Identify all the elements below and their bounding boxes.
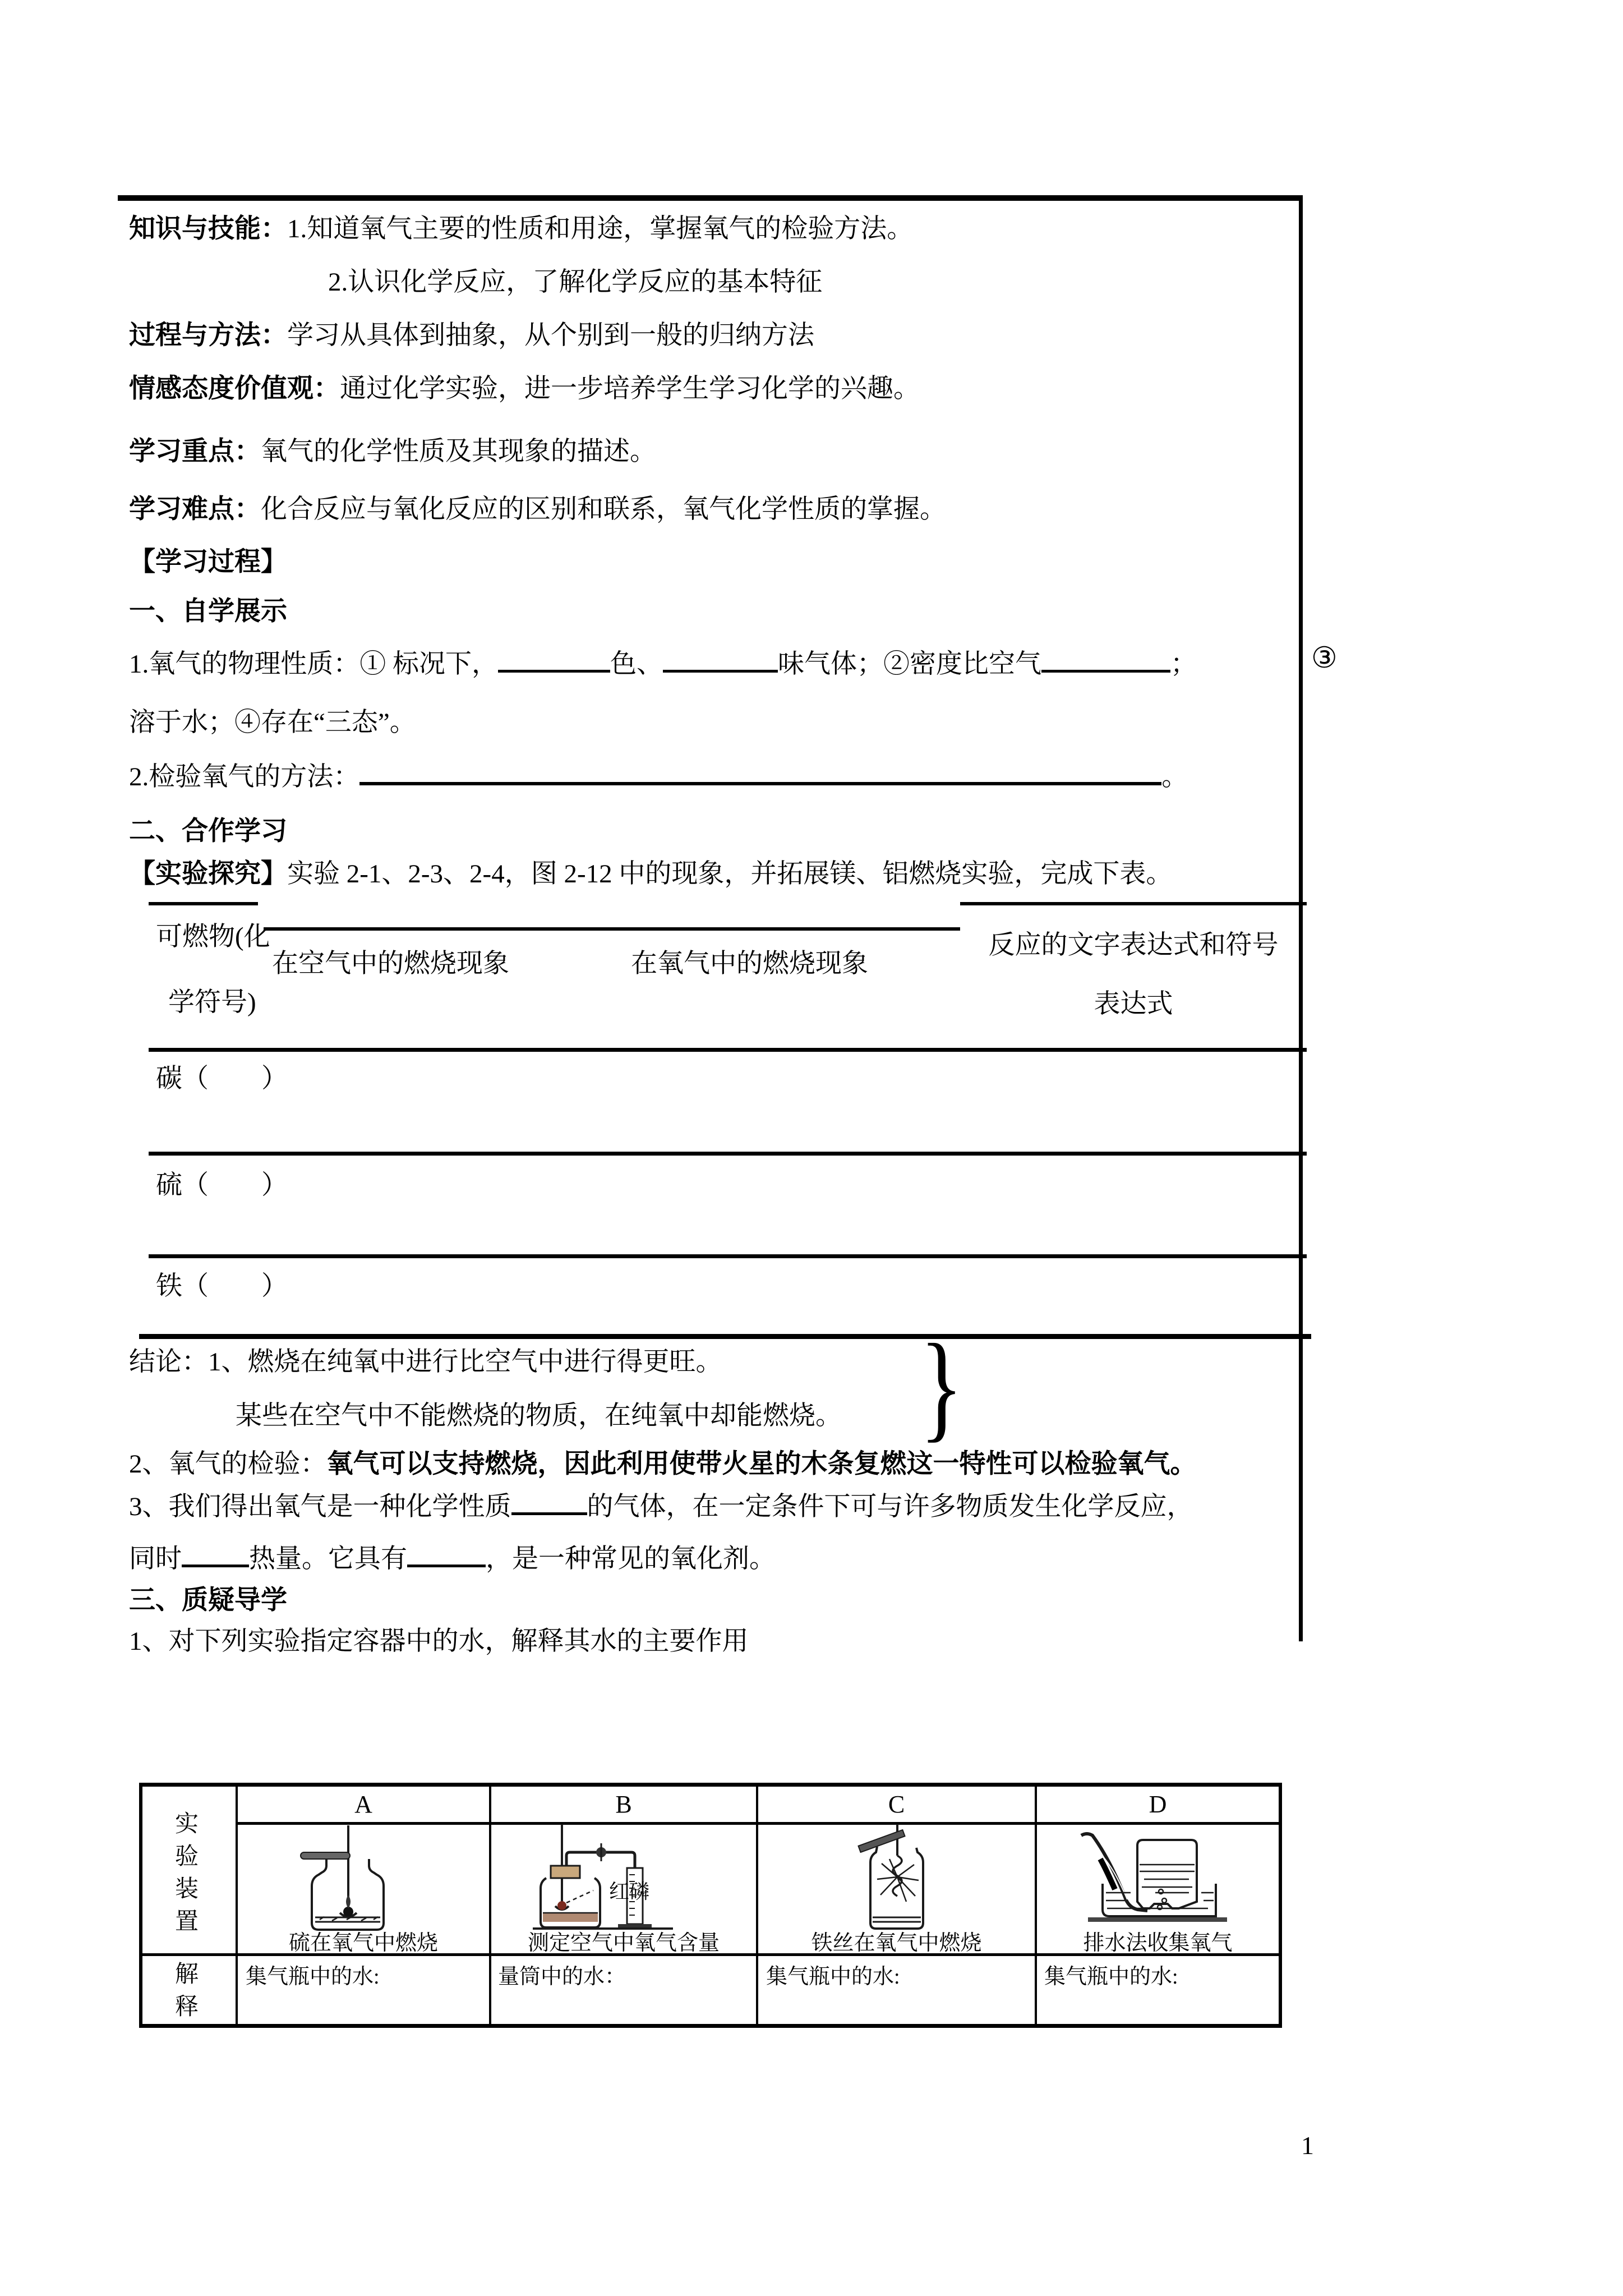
section2-heading: 二、合作学习	[129, 817, 287, 846]
burn-table-header-fuel-2: 学符号)	[168, 988, 256, 1017]
exp-table-explain-header: 解释	[172, 1961, 197, 2026]
blank-oxidizing	[407, 1540, 486, 1567]
exp-explain-b: 量筒中的水：	[498, 1965, 626, 1989]
exp-caption-b: 测定空气中氧气含量	[527, 1931, 720, 1955]
exp-explain-c: 集气瓶中的水:	[766, 1965, 900, 1989]
blank-chemical-activity	[511, 1488, 587, 1515]
red-phosphorus-label: 红磷	[609, 1880, 650, 1903]
section1-heading: 一、自学展示	[129, 597, 287, 626]
burn-table-row-rule-iron	[149, 1254, 1307, 1258]
objective-process	[129, 319, 814, 352]
exp-table-vline-4	[1035, 1783, 1037, 2028]
deduce-part2: 的气体，在一定条件下可与许多物质发生化学反应，	[587, 1492, 1193, 1521]
conclusion-line1: 结论：1、燃烧在纯氧中进行比空气中进行得更旺。	[129, 1347, 722, 1377]
blank-smell	[663, 645, 778, 673]
exp-caption-a: 硫在氧气中燃烧	[288, 1931, 438, 1955]
q1-part2: 色、	[610, 650, 663, 679]
objective-process-label: 过程与方法：	[129, 321, 287, 350]
exp-table-bottom-border	[139, 2024, 1282, 2028]
conclusion-deduce-1	[129, 1488, 1193, 1524]
question-physical-properties-line2: 溶于水；④存在“三态”。	[129, 708, 416, 737]
conclusion-check-label: 2、氧气的检验：	[129, 1450, 327, 1479]
objective-focus-text: 氧气的化学性质及其现象的描述。	[261, 437, 656, 466]
question-test-method	[129, 757, 1188, 794]
blank-color	[498, 645, 610, 673]
blank-heat	[182, 1540, 249, 1567]
circled-3-marker: ③	[1311, 642, 1338, 674]
burn-table-header-expression-2: 表达式	[1094, 990, 1173, 1019]
conclusion-line2: 某些在空气中不能燃烧的物质，在纯氧中却能燃烧。	[236, 1401, 842, 1430]
q1-part1: 1.氧气的物理性质：① 标况下，	[129, 650, 498, 679]
exp-table-device-header: 实验装置	[172, 1811, 197, 1941]
question-physical-properties	[129, 645, 1197, 681]
deduce2-part2: 热量。它具有	[249, 1544, 407, 1573]
q1-part3: 味气体；②密度比空气	[778, 650, 1041, 679]
burn-table-rule-middle	[264, 927, 960, 931]
exp-caption-d: 排水法收集氧气	[1083, 1931, 1233, 1955]
exp-table-top-border	[139, 1783, 1282, 1787]
experiment-intro-label: 【实验探究】	[129, 859, 287, 889]
exp-caption-c: 铁丝在氧气中燃烧	[811, 1931, 982, 1955]
oxygen-content-measure-diagram	[522, 1823, 684, 1933]
objective-difficulty-text: 化合反应与氧化反应的区别和联系，氧气化学性质的掌握。	[261, 495, 946, 524]
burn-table-row-rule-carbon	[149, 1048, 1307, 1052]
water-displacement-collection-diagram	[1071, 1830, 1239, 1933]
burn-table-header-expression-1: 反应的文字表达式和符号	[988, 931, 1279, 960]
iron-wire-burning-diagram	[848, 1823, 943, 1933]
objective-knowledge-text2: 2.认识化学反应，了解化学反应的基本特征	[328, 268, 823, 297]
burn-table-header-air: 在空气中的燃烧现象	[272, 949, 509, 978]
objective-focus	[129, 435, 656, 468]
burn-table-row-carbon: 碳（ ）	[156, 1064, 288, 1093]
sulfur-in-oxygen-diagram	[292, 1823, 415, 1933]
burn-table-row-iron: 铁（ ）	[156, 1272, 288, 1301]
conclusion-brace: }	[920, 1319, 963, 1453]
exp-table-vline-right	[1279, 1783, 1282, 2028]
experiment-intro	[129, 857, 1172, 891]
exp-col-letter-d: D	[1149, 1791, 1167, 1818]
burn-table-header-fuel-1: 可燃物(化	[156, 922, 270, 951]
objective-knowledge	[129, 212, 913, 246]
exp-explain-a: 集气瓶中的水:	[246, 1965, 380, 1989]
objective-knowledge-label: 知识与技能：	[129, 214, 287, 243]
conclusion-deduce-2	[129, 1540, 776, 1576]
objective-emotion-text: 通过化学实验，进一步培养学生学习化学的兴趣。	[340, 374, 920, 403]
objective-process-text: 学习从具体到抽象，从个别到一般的归纳方法	[287, 321, 814, 350]
burn-table-row-sulfur: 硫（ ）	[156, 1171, 288, 1200]
exp-col-letter-b: B	[615, 1791, 632, 1818]
blank-test-method	[359, 757, 1161, 785]
objective-difficulty-label: 学习难点：	[129, 495, 261, 524]
process-heading: 【学习过程】	[129, 547, 287, 577]
q2-label: 2.检验氧气的方法：	[129, 762, 360, 792]
burn-table-header-oxygen: 在氧气中的燃烧现象	[631, 949, 868, 978]
exp-table-vline-1	[236, 1783, 238, 2028]
exp-table-vline-3	[756, 1783, 758, 2028]
objective-difficulty	[129, 493, 946, 526]
outer-top-border	[118, 195, 1302, 201]
conclusion-top-rule	[139, 1334, 1311, 1339]
blank-density	[1041, 645, 1170, 673]
exp-table-vline-left	[139, 1783, 142, 2028]
conclusion-check	[129, 1447, 1197, 1481]
deduce-part1: 3、我们得出氧气是一种化学性质	[129, 1492, 511, 1521]
conclusion-check-answer: 氧气可以支持燃烧，因此利用使带火星的木条复燃这一特性可以检验氧气。	[326, 1450, 1197, 1479]
objective-focus-label: 学习重点：	[129, 437, 261, 466]
q2-period: 。	[1161, 762, 1188, 792]
exp-col-letter-a: A	[354, 1791, 372, 1818]
outer-right-border	[1299, 195, 1303, 1641]
burn-table-row-rule-sulfur	[149, 1152, 1307, 1156]
burn-table-rule-fuel	[149, 902, 258, 905]
exp-table-vline-2	[489, 1783, 491, 2028]
section3-heading: 三、质疑导学	[129, 1586, 287, 1615]
objective-emotion-label: 情感态度价值观：	[129, 374, 340, 403]
exp-col-letter-c: C	[888, 1791, 905, 1818]
experiment-intro-text: 实验 2-1、2-3、2-4，图 2-12 中的现象，并拓展镁、铝燃烧实验，完成下表。	[287, 859, 1173, 889]
exp-explain-d: 集气瓶中的水:	[1044, 1965, 1178, 1989]
deduce2-part3: ，是一种常见的氧化剂。	[486, 1544, 776, 1573]
objective-knowledge-text: 1.知道氧气主要的性质和用途，掌握氧气的检验方法。	[287, 214, 914, 243]
objective-emotion	[129, 372, 920, 406]
deduce2-part1: 同时	[129, 1544, 182, 1573]
inquiry-question: 1、对下列实验指定容器中的水，解释其水的主要作用	[129, 1627, 749, 1656]
burn-table-rule-expression	[960, 902, 1307, 905]
q1-part4: ；	[1170, 650, 1197, 679]
objective-knowledge-2	[328, 265, 822, 299]
page-number: 1	[1301, 2131, 1314, 2160]
